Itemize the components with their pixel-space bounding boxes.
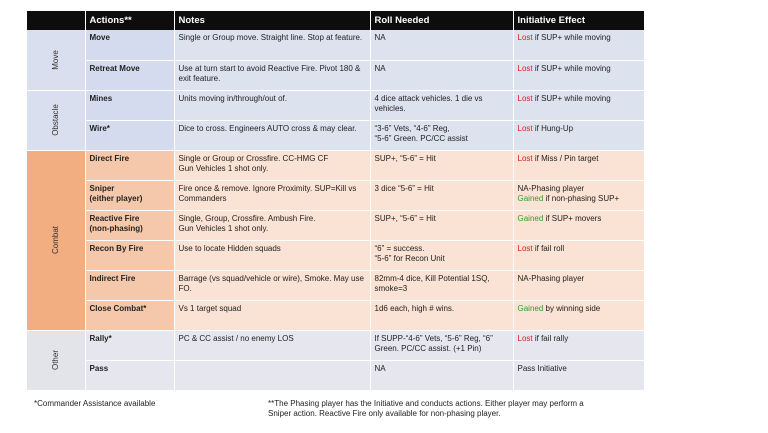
initiative-effect-text: if SUP+ while moving (532, 33, 611, 42)
notes-cell (174, 360, 370, 390)
category-cell-other (27, 330, 85, 390)
category-cell-combat (27, 150, 85, 330)
roll-cell: NA (370, 30, 513, 60)
initiative-effect-text: by winning side (543, 303, 601, 313)
initiative-effect-keyword-2: Gained (517, 193, 544, 203)
initiative-line (518, 334, 640, 344)
action-name: Indirect Fire (89, 273, 136, 283)
category-cell-obstacle (27, 90, 85, 150)
initiative-effect-keyword: Lost (517, 243, 533, 253)
initiative-line (518, 214, 640, 224)
table-header-row (27, 11, 644, 30)
initiative-effect-text: NA-Phasing player (517, 273, 585, 283)
notes-cell: Units moving in/through/out of. (174, 90, 370, 120)
initiative-effect-text: if fail rally (532, 333, 569, 343)
initiative-effect-text: if Miss / Pin target (532, 153, 599, 163)
initiative-cell (513, 180, 644, 210)
action-cell (85, 270, 174, 300)
initiative-effect-keyword: Lost (517, 333, 533, 343)
category-label: Other (50, 349, 60, 371)
initiative-line (518, 274, 640, 284)
action-name: Pass (89, 363, 109, 373)
action-cell (85, 210, 174, 240)
initiative-cell (513, 210, 644, 240)
roll-cell: NA (370, 360, 513, 390)
initiative-effect-keyword: Lost (517, 33, 533, 42)
initiative-effect-text: if fail roll (532, 243, 565, 253)
action-cell (85, 330, 174, 360)
notes-cell: Use at turn start to avoid Reactive Fire. Pivot 180 & exit feature. (174, 60, 370, 90)
initiative-effect-keyword: Lost (517, 93, 533, 103)
roll-cell: SUP+, “5-6” = Hit (370, 210, 513, 240)
initiative-line (518, 64, 640, 74)
initiative-effect-text: if SUP+ while moving (532, 93, 611, 103)
action-cell (85, 360, 174, 390)
roll-cell: “6” = success. “5-6” for Recon Unit (370, 240, 513, 270)
initiative-cell (513, 330, 644, 360)
roll-cell: SUP+, “5-6” = Hit (370, 150, 513, 180)
action-cell (85, 240, 174, 270)
action-name: Reactive Fire (89, 213, 140, 223)
action-name: Recon By Fire (89, 243, 144, 253)
initiative-cell (513, 60, 644, 90)
initiative-effect-keyword: Gained (517, 303, 544, 313)
phasing-footnote: **The Phasing player has the Initiative and conducts actions. Either player may perform a Sniper action. Reactive Fire only available for non-phasing player. (268, 399, 584, 419)
initiative-cell (513, 240, 644, 270)
table-row (27, 210, 644, 240)
notes-cell: Single or Group or Crossfire. CC-HMG CF Gun Vehicles 1 shot only. (174, 150, 370, 180)
table-body (27, 30, 644, 390)
initiative-cell (513, 90, 644, 120)
initiative-cell (513, 360, 644, 390)
header-roll: Roll Needed (370, 11, 513, 30)
action-subtitle: (non-phasing) (89, 223, 143, 233)
roll-cell: 82mm-4 dice, Kill Potential 1SQ, smoke=3 (370, 270, 513, 300)
roll-cell: 3 dice “5-6” = Hit (370, 180, 513, 210)
initiative-cell (513, 270, 644, 300)
initiative-line-2 (518, 194, 640, 204)
initiative-line (518, 364, 640, 374)
initiative-line (518, 33, 640, 43)
header-category (27, 11, 85, 30)
category-label: Move (50, 49, 60, 70)
header-notes: Notes (174, 11, 370, 30)
table-row (27, 360, 644, 390)
notes-cell: PC & CC assist / no enemy LOS (174, 330, 370, 360)
roll-cell: If SUPP-“4-6” Vets, “5-6” Reg, “6” Green. PC/CC assist. (+1 Pin) (370, 330, 513, 360)
table-row (27, 330, 644, 360)
notes-cell: Barrage (vs squad/vehicle or wire), Smoke. May use FO. (174, 270, 370, 300)
table-row (27, 300, 644, 330)
action-name: Sniper (89, 183, 115, 193)
action-cell (85, 150, 174, 180)
initiative-line (518, 244, 640, 254)
notes-cell: Vs 1 target squad (174, 300, 370, 330)
roll-cell: 1d6 each, high # wins. (370, 300, 513, 330)
initiative-cell (513, 150, 644, 180)
initiative-effect-keyword: Lost (517, 123, 533, 133)
action-cell (85, 180, 174, 210)
action-name: Retreat Move (89, 63, 140, 73)
action-cell (85, 60, 174, 90)
action-cell (85, 30, 174, 60)
table-row (27, 60, 644, 90)
category-label: Obstacle (50, 104, 60, 136)
table-row (27, 270, 644, 300)
action-cell (85, 300, 174, 330)
initiative-effect-text: Pass Initiative (517, 363, 567, 373)
roll-cell: “3-6” Vets, “4-6” Reg, “5-6” Green. PC/CC assist (370, 120, 513, 150)
initiative-effect-text: if SUP+ movers (543, 213, 602, 223)
notes-cell: Use to locate Hidden squads (174, 240, 370, 270)
category-label: Combat (50, 225, 60, 255)
action-cell (85, 90, 174, 120)
initiative-line (518, 304, 640, 314)
table-row (27, 90, 644, 120)
header-actions: Actions** (85, 11, 174, 30)
commander-footnote: *Commander Assistance available (34, 399, 156, 408)
table-row (27, 180, 644, 210)
initiative-line (518, 154, 640, 164)
initiative-effect-text: NA-Phasing player (517, 183, 585, 193)
initiative-effect-text: if Hung-Up (532, 123, 574, 133)
table-row (27, 30, 644, 60)
action-name: Move (89, 33, 110, 42)
initiative-effect-keyword: Lost (517, 63, 533, 73)
category-cell-move (27, 30, 85, 90)
table-row (27, 240, 644, 270)
table-row (27, 120, 644, 150)
initiative-cell (513, 300, 644, 330)
notes-cell: Single, Group, Crossfire. Ambush Fire. Gun Vehicles 1 shot only. (174, 210, 370, 240)
table-row (27, 150, 644, 180)
action-name: Wire* (89, 123, 110, 133)
action-name: Mines (89, 93, 113, 103)
initiative-cell (513, 30, 644, 60)
action-name: Direct Fire (89, 153, 130, 163)
notes-cell: Fire once & remove. Ignore Proximity. SUP=Kill vs Commanders (174, 180, 370, 210)
initiative-line (518, 124, 640, 134)
header-initiative: Initiative Effect (513, 11, 644, 30)
roll-cell: NA (370, 60, 513, 90)
action-name: Rally* (89, 333, 112, 343)
roll-cell: 4 dice attack vehicles. 1 die vs vehicles. (370, 90, 513, 120)
initiative-effect-keyword: Lost (517, 153, 533, 163)
initiative-cell (513, 120, 644, 150)
notes-cell: Single or Group move. Straight line. Stop at feature. (174, 30, 370, 60)
initiative-line (518, 94, 640, 104)
action-subtitle: (either player) (89, 193, 143, 203)
initiative-effect-text-2: if non-phasing SUP+ (543, 193, 620, 203)
actions-table (27, 11, 645, 391)
action-cell (85, 120, 174, 150)
initiative-effect-keyword: Gained (517, 213, 544, 223)
action-name: Close Combat* (89, 303, 147, 313)
initiative-line (518, 184, 640, 194)
notes-cell: Dice to cross. Engineers AUTO cross & may clear. (174, 120, 370, 150)
initiative-effect-text: if SUP+ while moving (532, 63, 611, 73)
